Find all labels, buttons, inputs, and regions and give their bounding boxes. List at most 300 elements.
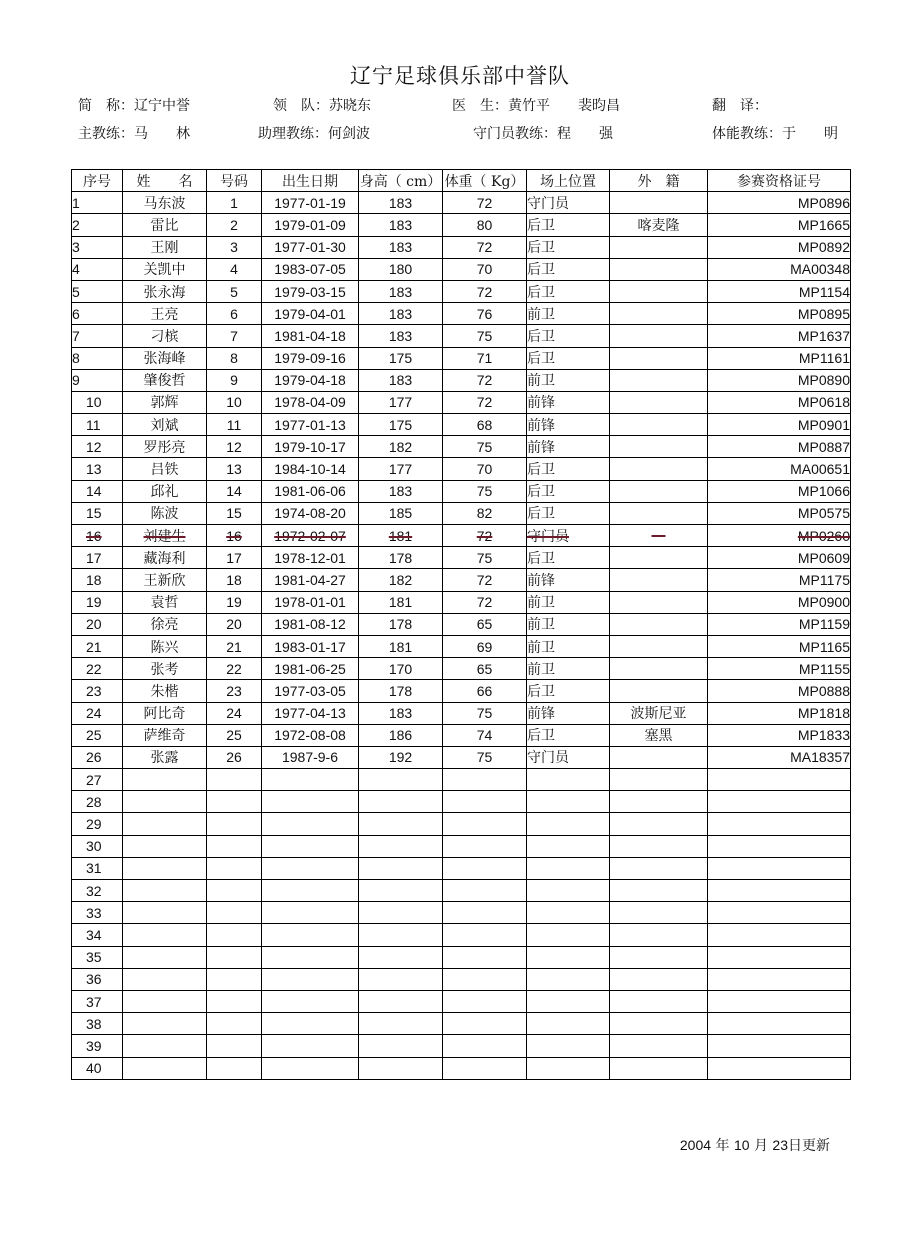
empty-cell xyxy=(527,902,610,924)
cell-seq-text: 10 xyxy=(86,394,102,411)
cell-certificate-text: MP1665 xyxy=(797,216,850,233)
cell-birthdate xyxy=(262,635,359,657)
cell-certificate-text: MP0887 xyxy=(797,438,850,455)
cell-weight-text: 69 xyxy=(476,638,493,655)
cell-birthdate xyxy=(262,214,359,236)
cell-name-text: 陈兴 xyxy=(150,639,179,656)
empty-cell xyxy=(527,835,610,857)
empty-cell xyxy=(610,835,708,857)
cell-seq-text: 4 xyxy=(72,261,80,278)
cell-position-text: 后卫 xyxy=(527,351,555,368)
cell-name-text: 肇俊哲 xyxy=(143,373,186,390)
team-doctor: 医 生：黄竹平 裴昀昌 xyxy=(452,98,620,114)
cell-seq-text: 23 xyxy=(86,682,102,699)
cell-height xyxy=(359,214,443,236)
cell-name-text: 袁哲 xyxy=(150,595,179,612)
cell-weight xyxy=(443,347,527,369)
empty-cell xyxy=(443,835,527,857)
cell-weight-text: 80 xyxy=(476,216,493,233)
empty-cell xyxy=(262,769,359,791)
cell-seq-text: 5 xyxy=(72,283,80,300)
empty-cell xyxy=(207,902,262,924)
header-nationality: 外 籍 xyxy=(610,170,708,192)
cell-seq: 39 xyxy=(72,1035,123,1057)
cell-number-text: 4 xyxy=(230,261,238,278)
table-row xyxy=(72,547,851,569)
cell-birthdate xyxy=(262,258,359,280)
cell-nationality xyxy=(610,436,708,458)
update-day: 23 xyxy=(772,1137,788,1153)
cell-weight xyxy=(443,414,527,436)
cell-number xyxy=(207,436,262,458)
cell-number xyxy=(207,303,262,325)
cell-nationality xyxy=(610,458,708,480)
cell-seq: 28 xyxy=(72,791,123,813)
cell-seq: 32 xyxy=(72,880,123,902)
empty-cell xyxy=(708,902,851,924)
cell-position xyxy=(527,280,610,302)
cell-name xyxy=(123,347,207,369)
cell-height xyxy=(359,569,443,591)
cell-nationality xyxy=(610,502,708,524)
translator: 翻 译： xyxy=(712,98,768,114)
cell-seq xyxy=(72,591,123,613)
cell-name xyxy=(123,436,207,458)
cell-name xyxy=(123,658,207,680)
table-row xyxy=(72,635,851,657)
empty-cell xyxy=(207,924,262,946)
empty-cell xyxy=(527,990,610,1012)
cell-number xyxy=(207,547,262,569)
cell-birthdate xyxy=(262,303,359,325)
cell-name xyxy=(123,635,207,657)
table-row xyxy=(72,325,851,347)
cell-seq: 37 xyxy=(72,990,123,1012)
cell-seq xyxy=(72,635,123,657)
cell-seq-text: 13 xyxy=(86,461,102,478)
header-name: 姓 名 xyxy=(123,170,207,192)
cell-certificate xyxy=(708,236,851,258)
cell-seq-text: 24 xyxy=(86,705,102,722)
table-row xyxy=(72,724,851,746)
cell-birthdate xyxy=(262,591,359,613)
cell-number xyxy=(207,746,262,768)
cell-name-text: 吕铁 xyxy=(150,462,179,479)
cell-name xyxy=(123,369,207,391)
cell-number-text: 18 xyxy=(226,571,242,588)
cell-birthdate-text: 1987-9-6 xyxy=(281,749,339,766)
cell-weight-text: 72 xyxy=(476,527,493,544)
cell-weight-text: 72 xyxy=(476,283,493,300)
cell-birthdate xyxy=(262,658,359,680)
cell-name-text: 刘斌 xyxy=(150,417,179,434)
empty-cell xyxy=(708,880,851,902)
cell-weight-text: 75 xyxy=(476,438,493,455)
cell-birthdate xyxy=(262,458,359,480)
cell-name-text: 王亮 xyxy=(150,306,179,323)
header-position: 场上位置 xyxy=(527,170,610,192)
table-row-empty xyxy=(72,902,851,924)
cell-height xyxy=(359,458,443,480)
cell-position xyxy=(527,436,610,458)
empty-cell xyxy=(359,990,443,1012)
cell-seq xyxy=(72,702,123,724)
cell-certificate-text: MP0892 xyxy=(797,239,850,256)
cell-certificate-text: MP1161 xyxy=(798,350,850,367)
cell-height-text: 182 xyxy=(388,438,413,455)
empty-cell xyxy=(610,924,708,946)
cell-seq-text: 11 xyxy=(86,416,101,433)
cell-position xyxy=(527,680,610,702)
cell-height-text: 178 xyxy=(388,549,413,566)
cell-position-text: 前锋 xyxy=(527,706,555,723)
empty-cell xyxy=(610,968,708,990)
empty-cell xyxy=(527,924,610,946)
cell-height-text: 183 xyxy=(388,194,413,211)
cell-seq xyxy=(72,458,123,480)
cell-nationality xyxy=(610,702,708,724)
cell-position xyxy=(527,414,610,436)
cell-height-text: 180 xyxy=(388,261,413,278)
cell-weight-text: 66 xyxy=(476,682,493,699)
table-row xyxy=(72,258,851,280)
cell-birthdate xyxy=(262,480,359,502)
cell-weight-text: 76 xyxy=(476,305,493,322)
empty-cell xyxy=(610,1013,708,1035)
cell-number xyxy=(207,347,262,369)
cell-weight xyxy=(443,192,527,214)
empty-cell xyxy=(262,924,359,946)
cell-nationality xyxy=(610,414,708,436)
empty-cell xyxy=(527,1035,610,1057)
cell-height xyxy=(359,502,443,524)
cell-seq-text: 21 xyxy=(86,638,102,655)
cell-weight xyxy=(443,480,527,502)
table-header-row xyxy=(72,170,851,192)
cell-name-text: 陈波 xyxy=(150,506,179,523)
update-date xyxy=(680,1135,830,1155)
cell-position xyxy=(527,702,610,724)
empty-cell xyxy=(123,1013,207,1035)
cell-weight xyxy=(443,746,527,768)
empty-cell xyxy=(123,791,207,813)
cell-weight xyxy=(443,591,527,613)
cell-seq-text: 2 xyxy=(72,216,80,233)
cell-name xyxy=(123,525,207,547)
cell-nationality xyxy=(610,613,708,635)
cell-position xyxy=(527,303,610,325)
header-birthdate: 出生日期 xyxy=(262,170,359,192)
cell-height-text: 175 xyxy=(388,350,413,367)
cell-position xyxy=(527,458,610,480)
cell-position-text: 后卫 xyxy=(527,284,555,301)
empty-cell xyxy=(708,990,851,1012)
cell-number-text: 15 xyxy=(226,505,242,522)
empty-cell xyxy=(527,968,610,990)
cell-seq: 35 xyxy=(72,946,123,968)
empty-cell xyxy=(123,857,207,879)
cell-name xyxy=(123,702,207,724)
cell-number-text: 11 xyxy=(226,416,242,433)
cell-nationality xyxy=(610,547,708,569)
cell-height-text: 183 xyxy=(388,216,413,233)
cell-position xyxy=(527,591,610,613)
empty-cell xyxy=(262,813,359,835)
cell-certificate-text: MP0890 xyxy=(797,372,850,389)
cell-weight xyxy=(443,303,527,325)
table-row xyxy=(72,458,851,480)
cell-number xyxy=(207,192,262,214)
cell-name-text: 郭辉 xyxy=(150,395,179,412)
cell-position xyxy=(527,236,610,258)
cell-weight-text: 75 xyxy=(476,327,493,344)
cell-nationality xyxy=(610,214,708,236)
cell-weight xyxy=(443,702,527,724)
table-row-empty xyxy=(72,968,851,990)
cell-seq xyxy=(72,347,123,369)
cell-number-text: 6 xyxy=(230,305,238,322)
empty-cell xyxy=(359,791,443,813)
cell-weight-text: 75 xyxy=(476,749,493,766)
cell-position-text: 后卫 xyxy=(527,728,555,745)
cell-name-text: 邱礼 xyxy=(150,484,179,501)
empty-cell xyxy=(359,769,443,791)
cell-position xyxy=(527,525,610,547)
table-row-empty xyxy=(72,769,851,791)
update-year: 2004 xyxy=(679,1137,712,1153)
cell-number xyxy=(207,702,262,724)
empty-cell xyxy=(527,813,610,835)
empty-cell xyxy=(207,990,262,1012)
cell-seq xyxy=(72,525,123,547)
empty-cell xyxy=(708,924,851,946)
empty-cell xyxy=(207,769,262,791)
cell-nationality xyxy=(610,591,708,613)
cell-nationality xyxy=(610,569,708,591)
table-row-empty xyxy=(72,1013,851,1035)
empty-cell xyxy=(708,857,851,879)
cell-birthdate-text: 1978-12-01 xyxy=(274,549,346,566)
empty-cell xyxy=(708,835,851,857)
cell-position-text: 前卫 xyxy=(527,595,555,612)
cell-birthdate-text: 1983-01-17 xyxy=(274,638,346,655)
cell-height xyxy=(359,280,443,302)
cell-height-text: 177 xyxy=(388,394,413,411)
cell-nationality xyxy=(610,325,708,347)
cell-seq-text: 16 xyxy=(86,527,102,544)
cell-birthdate-text: 1984-10-14 xyxy=(274,461,346,478)
cell-position xyxy=(527,258,610,280)
cell-position xyxy=(527,192,610,214)
empty-cell xyxy=(359,968,443,990)
cell-position-text: 前卫 xyxy=(527,617,555,634)
cell-weight xyxy=(443,724,527,746)
cell-birthdate xyxy=(262,702,359,724)
empty-cell xyxy=(443,813,527,835)
cell-weight xyxy=(443,613,527,635)
table-row xyxy=(72,502,851,524)
cell-seq: 30 xyxy=(72,835,123,857)
cell-name xyxy=(123,591,207,613)
table-row xyxy=(72,280,851,302)
cell-number-text: 20 xyxy=(226,616,242,633)
cell-position-text: 后卫 xyxy=(527,328,555,345)
cell-name-text: 萨维奇 xyxy=(143,728,186,745)
cell-position-text: 前锋 xyxy=(527,439,555,456)
cell-number-text: 5 xyxy=(230,283,238,300)
cell-height-text: 186 xyxy=(388,727,413,744)
empty-cell xyxy=(262,1035,359,1057)
cell-certificate xyxy=(708,525,851,547)
cell-birthdate xyxy=(262,347,359,369)
cell-name-text: 雷比 xyxy=(150,217,179,234)
cell-birthdate-text: 1981-04-18 xyxy=(274,327,346,344)
cell-certificate xyxy=(708,746,851,768)
cell-position xyxy=(527,613,610,635)
cell-birthdate-text: 1974-08-20 xyxy=(274,505,346,522)
table-row-empty xyxy=(72,946,851,968)
cell-number xyxy=(207,480,262,502)
cell-birthdate xyxy=(262,325,359,347)
cell-birthdate-text: 1977-01-30 xyxy=(274,239,346,256)
empty-cell xyxy=(262,902,359,924)
cell-seq xyxy=(72,325,123,347)
cell-seq-text: 1 xyxy=(72,194,80,211)
cell-position xyxy=(527,325,610,347)
cell-name xyxy=(123,391,207,413)
cell-certificate xyxy=(708,502,851,524)
table-row xyxy=(72,236,851,258)
cell-height-text: 183 xyxy=(388,705,413,722)
cell-certificate xyxy=(708,547,851,569)
cell-seq xyxy=(72,414,123,436)
cell-height xyxy=(359,547,443,569)
table-row xyxy=(72,613,851,635)
cell-height xyxy=(359,303,443,325)
empty-cell xyxy=(207,813,262,835)
cell-seq xyxy=(72,192,123,214)
cell-seq: 38 xyxy=(72,1013,123,1035)
cell-birthdate xyxy=(262,436,359,458)
cell-weight-text: 72 xyxy=(476,594,493,611)
cell-height xyxy=(359,347,443,369)
empty-cell xyxy=(527,880,610,902)
cell-seq-text: 17 xyxy=(86,549,102,566)
cell-height xyxy=(359,746,443,768)
cell-number xyxy=(207,613,262,635)
empty-cell xyxy=(708,1035,851,1057)
cell-nationality-text: 塞黑 xyxy=(644,728,673,745)
cell-height-text: 192 xyxy=(388,749,413,766)
cell-birthdate-text: 1981-06-25 xyxy=(274,660,346,677)
empty-cell xyxy=(359,880,443,902)
empty-cell xyxy=(123,813,207,835)
cell-position xyxy=(527,635,610,657)
cell-position-text: 后卫 xyxy=(527,462,555,479)
cell-position xyxy=(527,658,610,680)
cell-certificate xyxy=(708,192,851,214)
cell-weight-text: 75 xyxy=(476,549,493,566)
cell-number xyxy=(207,236,262,258)
cell-weight xyxy=(443,658,527,680)
table-row xyxy=(72,569,851,591)
cell-seq xyxy=(72,547,123,569)
empty-cell xyxy=(207,857,262,879)
cell-birthdate-text: 1979-04-18 xyxy=(274,372,346,389)
table-row xyxy=(72,591,851,613)
cell-nationality xyxy=(610,369,708,391)
cell-name xyxy=(123,569,207,591)
cell-certificate xyxy=(708,436,851,458)
cell-birthdate-text: 1977-03-05 xyxy=(274,682,346,699)
cell-birthdate xyxy=(262,525,359,547)
cell-seq-text: 9 xyxy=(72,372,80,389)
cell-certificate-text: MA18357 xyxy=(790,749,850,766)
cell-certificate-text: MP0895 xyxy=(797,305,850,322)
cell-name-text: 关凯中 xyxy=(143,262,186,279)
cell-birthdate xyxy=(262,502,359,524)
cell-name xyxy=(123,502,207,524)
cell-certificate-text: MP0609 xyxy=(797,549,850,566)
cell-height-text: 183 xyxy=(388,483,413,500)
cell-birthdate-text: 1979-04-01 xyxy=(274,305,346,322)
cell-name-text: 张海峰 xyxy=(143,351,186,368)
cell-birthdate xyxy=(262,547,359,569)
empty-cell xyxy=(708,1013,851,1035)
empty-cell xyxy=(610,1035,708,1057)
cell-number xyxy=(207,258,262,280)
cell-certificate xyxy=(708,569,851,591)
cell-position-text: 后卫 xyxy=(527,550,555,567)
table-row-empty xyxy=(72,990,851,1012)
cell-number-text: 19 xyxy=(226,594,242,611)
empty-cell xyxy=(610,791,708,813)
cell-position-text: 前卫 xyxy=(527,661,555,678)
cell-position xyxy=(527,569,610,591)
cell-name-text: 张考 xyxy=(150,661,179,678)
cell-birthdate-text: 1977-01-19 xyxy=(274,194,346,211)
cell-height xyxy=(359,591,443,613)
cell-height xyxy=(359,702,443,724)
cell-number xyxy=(207,569,262,591)
cell-position-text: 后卫 xyxy=(527,240,555,257)
cell-height-text: 181 xyxy=(388,594,413,611)
cell-weight-text: 82 xyxy=(476,505,493,522)
cell-weight-text: 75 xyxy=(476,483,493,500)
cell-position-text: 后卫 xyxy=(527,506,555,523)
cell-certificate-text: MP1818 xyxy=(797,705,850,722)
cell-weight xyxy=(443,680,527,702)
empty-cell xyxy=(610,946,708,968)
cell-seq: 36 xyxy=(72,968,123,990)
cell-birthdate-text: 1981-06-06 xyxy=(274,483,346,500)
cell-number-text: 23 xyxy=(226,682,242,699)
cell-weight xyxy=(443,369,527,391)
header-height: 身高（ cm） xyxy=(359,170,443,192)
cell-seq xyxy=(72,502,123,524)
cell-certificate-text: MP0888 xyxy=(797,682,850,699)
cell-position-text: 前锋 xyxy=(527,417,555,434)
cell-number-text: 16 xyxy=(226,527,242,544)
cell-certificate-text: MP0896 xyxy=(797,194,850,211)
empty-cell xyxy=(359,1013,443,1035)
cell-name-text: 藏海利 xyxy=(143,550,186,567)
cell-certificate xyxy=(708,303,851,325)
cell-seq-text: 14 xyxy=(86,483,102,500)
cell-name xyxy=(123,680,207,702)
cell-seq xyxy=(72,214,123,236)
table-row xyxy=(72,192,851,214)
